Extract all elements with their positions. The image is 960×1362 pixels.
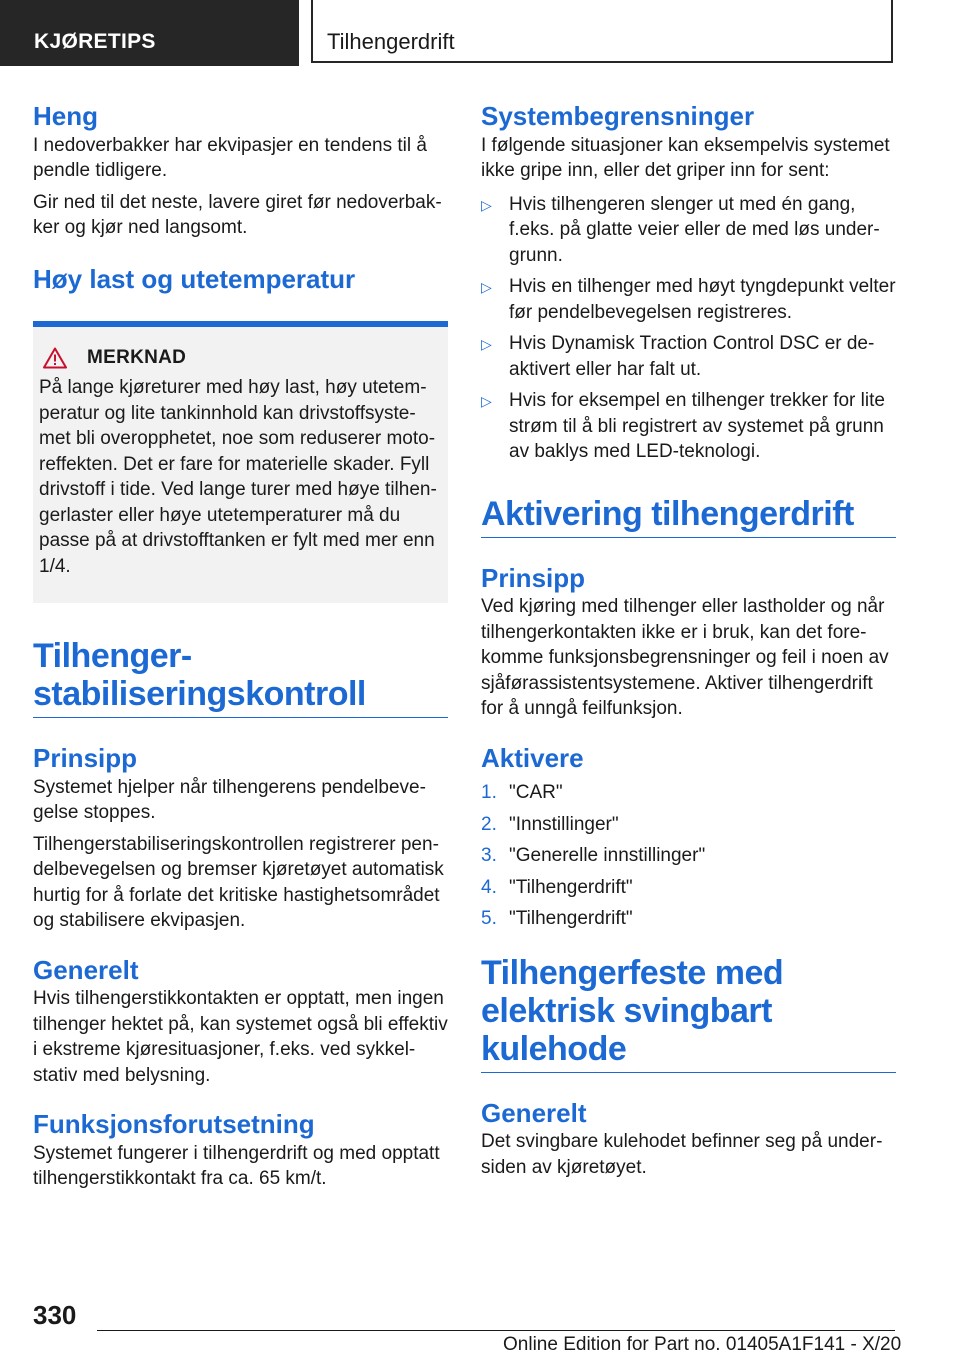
tsk-heading-block xyxy=(33,637,448,718)
list-item: ▷ Hvis tilhengeren slenger ut med én gang, f.eks. på glatte veier eller de med løs undergrunn. xyxy=(481,193,880,266)
tilhengerfeste-heading: Tilhengerfeste med elektrisk svingbart kulehode xyxy=(481,953,784,1068)
prinsipp-heading-left: Prinsipp xyxy=(33,743,138,774)
page-number: 330 xyxy=(33,1300,77,1330)
header-section-tab xyxy=(0,0,299,66)
footer-divider xyxy=(97,1330,895,1331)
generelt-paragraph-left: Hvis tilhengerstikkontakten er opptatt, men ingen tilhenger hektet på, kan systemet også bli effektiv i ekstreme kjøresituasjoner, f.eks. ved sykkelstativ med belysning. xyxy=(33,988,448,1086)
systembegrensninger-paragraph: I følgende situasjoner kan eksempelvis systemet ikke gripe inn, eller det griper inn for sent: xyxy=(481,134,890,181)
funksjon-paragraph: Systemet fungerer i tilhengerdrift og med opptatt tilhengerstikkontakt fra ca. 65 km/t. xyxy=(33,1142,440,1190)
funksjon-heading: Funksjonsforutsetning xyxy=(33,1109,315,1140)
prinsipp-paragraph-right: Ved kjøring med tilhenger eller lastholder og når tilhengerkontakten ikke er i bruk, kan det forekomme funksjonsbegrensninger og feil i noen av sjåførassistentsystemene. Aktiver tilhengerdrift for å unngå feilfunksjon. xyxy=(481,596,889,720)
prinsipp-heading-right: Prinsipp xyxy=(481,562,586,593)
heng-paragraph-1: I nedoverbakker har ekvipasjer en tendens til å pendle tidligere. xyxy=(33,134,427,181)
note-header xyxy=(39,347,438,369)
generelt-heading-left: Generelt xyxy=(33,954,139,985)
list-item: 2. "Innstillinger" xyxy=(481,813,619,835)
systembegrensninger-heading: Systembegrensninger xyxy=(481,101,755,131)
list-item: 5. "Tilhengerdrift" xyxy=(481,908,633,930)
warning-note-box xyxy=(33,321,448,603)
limitations-list xyxy=(481,192,896,465)
triangle-bullet-icon: ▷ xyxy=(481,196,492,213)
list-item: 4. "Tilhengerdrift" xyxy=(481,876,633,898)
triangle-bullet-icon: ▷ xyxy=(481,393,492,409)
right-column xyxy=(481,100,896,1180)
list-item: ▷ Hvis Dynamisk Traction Control DSC er deaktivert eller har falt ut. xyxy=(481,333,875,380)
header-section-label: KJØRETIPS xyxy=(34,30,156,53)
generelt-paragraph-right: Det svingbare kulehodet befinner seg på undersiden av kjøretøyet. xyxy=(481,1131,883,1178)
triangle-bullet-icon: ▷ xyxy=(481,279,492,295)
tilhengerfeste-heading-block xyxy=(481,954,896,1073)
prinsipp-paragraph-2: Tilhengerstabiliseringskontrollen registrerer pendelbevegelsen og bremser kjøretøyet automatisk hurtig for å forlate det kritiske hastighetsområdet og stabilisere ekvipasjen. xyxy=(33,833,444,932)
aktivering-heading-block xyxy=(481,495,896,538)
list-item: 1. "CAR" xyxy=(481,782,563,804)
prinsipp-paragraph-1: Systemet hjelper når tilhengerens pendelbevegelse stoppes. xyxy=(33,776,426,824)
note-body: På lange kjøreturer med høy last, høy utetemperatur og lite tankinnhold kan drivstoffsystemet bli overopphetet, noe som reduserer motoreffekten. Det er fare for materielle skader. Fyll drivstoff i tide. Ved lange turer med høye tilhengerlaster eller høye utetemperaturer må du passe på at drivstofftanken er fylt med mer enn 1/4. xyxy=(39,377,437,577)
tsk-heading: Tilhengerstabiliseringskontroll xyxy=(33,637,366,714)
list-item: ▷ Hvis for eksempel en tilhenger trekker for lite strøm til å bli registrert av systemet på grunn av baklys med LED-teknologi. xyxy=(481,390,885,462)
heng-paragraph-2: Gir ned til det neste, lavere giret før nedoverbakker og kjør ned langsomt. xyxy=(33,191,442,238)
generelt-heading-right: Generelt xyxy=(481,1097,587,1128)
warning-triangle-icon xyxy=(43,347,67,369)
aktivere-heading: Aktivere xyxy=(481,742,584,773)
footer-edition: Online Edition for Part no. 01405A1F141 - X/20 xyxy=(503,1334,902,1355)
hoy-last-heading: Høy last og utetemperatur xyxy=(33,263,356,294)
note-title: MERKNAD xyxy=(87,347,187,368)
list-item: ▷ Hvis en tilhenger med høyt tyngdepunkt velter før pendelbevegelsen registreres. xyxy=(481,276,896,323)
header-topic-tab xyxy=(311,0,893,63)
header-topic-label: Tilhengerdrift xyxy=(327,29,455,54)
list-item: 3. "Generelle innstillinger" xyxy=(481,845,706,867)
aktivering-heading: Aktivering tilhengerdrift xyxy=(481,494,854,533)
aktivere-steps xyxy=(481,780,896,932)
heng-heading: Heng xyxy=(33,101,98,131)
triangle-bullet-icon: ▷ xyxy=(481,336,492,352)
left-column xyxy=(33,100,448,1192)
